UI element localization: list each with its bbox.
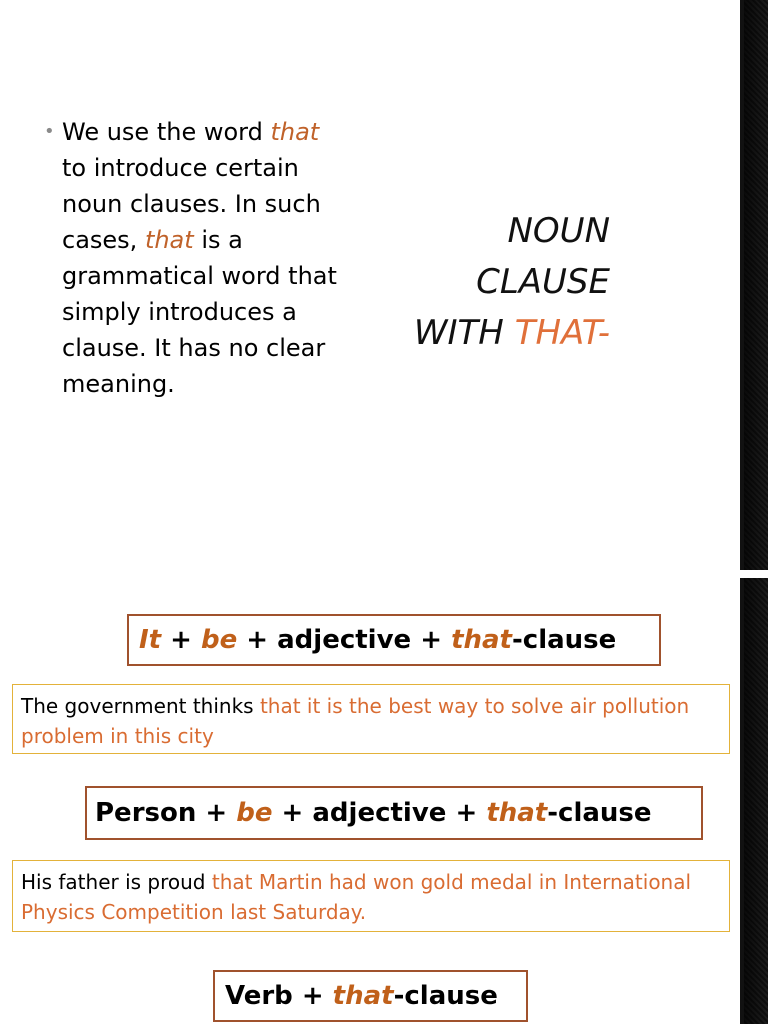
slide-bottom	[0, 577, 740, 1024]
formula-part: -clause	[512, 625, 617, 655]
example-box-2	[12, 860, 730, 932]
example-highlight: that it is the best way to solve air pollution problem in this city	[21, 694, 690, 748]
formula-box-it-be	[127, 614, 661, 666]
bullet-paragraph	[44, 114, 344, 402]
formula-part: +	[161, 625, 201, 655]
formula-part: that	[486, 798, 548, 828]
bullet-text-part: to introduce certain noun clauses. In such cases,	[62, 154, 321, 254]
title-line	[370, 308, 610, 359]
formula-part: Verb +	[225, 981, 333, 1011]
formula-part: be	[201, 625, 238, 655]
decorative-edge-strip	[740, 0, 768, 1024]
title-text: WITH	[413, 313, 515, 353]
bullet-text-part: is a grammatical word that simply introduces a clause. It has no clear meaning.	[62, 226, 337, 398]
formula-part: that	[451, 625, 512, 655]
example-highlight: that Martin had won gold medal in International Physics Competition last Saturday	[21, 870, 692, 924]
formula-part: It	[139, 625, 162, 655]
formula-part: be	[236, 798, 273, 828]
formula-part: + adjective +	[272, 798, 487, 828]
slide-divider	[740, 570, 768, 578]
bullet-text-part: We use the word	[62, 118, 271, 146]
bullet-point-icon: •	[44, 121, 55, 142]
formula-part: Person +	[95, 798, 237, 828]
formula-part: that	[332, 981, 394, 1011]
highlight-that: that	[270, 118, 320, 146]
bullet-text	[62, 114, 344, 402]
formula-part: + adjective +	[237, 625, 452, 655]
title-line: CLAUSE	[476, 262, 610, 302]
formula-part: -clause	[547, 798, 652, 828]
example-text: His father is proud	[21, 870, 212, 894]
formula-box-person-be	[85, 786, 703, 840]
title-line: NOUN	[507, 211, 610, 251]
formula-part: -clause	[393, 981, 498, 1011]
title-accent: THAT-	[514, 313, 610, 353]
slide-title	[370, 206, 610, 359]
formula-box-verb	[213, 970, 528, 1022]
example-highlight: .	[359, 900, 367, 924]
example-text: The government thinks	[21, 694, 260, 718]
example-box-1	[12, 684, 730, 754]
highlight-that: that	[144, 226, 194, 254]
